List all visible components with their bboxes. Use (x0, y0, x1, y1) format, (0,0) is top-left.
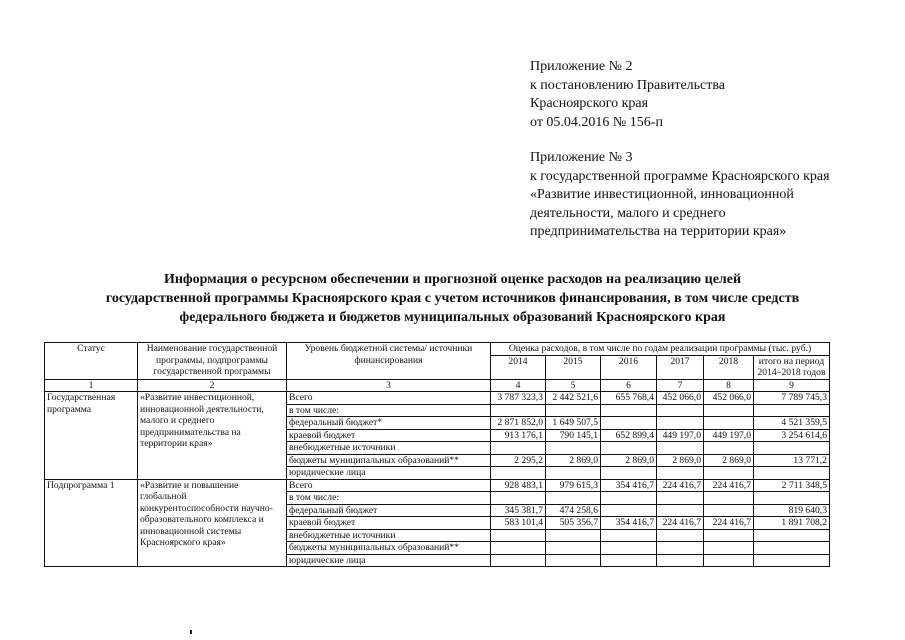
year-value-cell (546, 529, 601, 542)
year-value-cell (657, 542, 704, 555)
year-value-cell: 913 176,1 (491, 429, 546, 442)
year-value-cell: 474 258,6 (546, 504, 601, 517)
year-value-cell (601, 504, 657, 517)
year-value-cell: 3 787 323,3 (491, 392, 546, 405)
year-value-cell: 505 356,7 (546, 517, 601, 530)
column-number-cell: 8 (704, 379, 754, 392)
year-value-cell: 224 416,7 (704, 479, 754, 492)
year-value-cell: 354 416,7 (601, 479, 657, 492)
appendix-3-line: к государственной программе Красноярского края (530, 168, 830, 184)
total-value-cell (754, 492, 830, 505)
year-value-cell: 452 066,0 (657, 392, 704, 405)
year-value-cell (491, 492, 546, 505)
budget-level-cell: краевой бюджет (287, 429, 491, 442)
year-value-cell (601, 554, 657, 567)
column-number-cell: 1 (45, 379, 138, 392)
year-value-cell: 354 416,7 (601, 517, 657, 530)
header-status: Статус (45, 343, 138, 380)
header-year: 2014 (491, 355, 546, 379)
year-value-cell (657, 554, 704, 567)
appendix-2-line: к постановлению Правительства (530, 77, 726, 93)
program-name-cell: «Развитие и повышение глобальной конкурентоспособности научно-образовательного комплекса и инновационной системы Красноярского края» (138, 479, 287, 567)
year-value-cell (704, 442, 754, 455)
year-value-cell (657, 492, 704, 505)
total-value-cell: 3 254 614,6 (754, 429, 830, 442)
year-value-cell (601, 492, 657, 505)
budget-level-cell: в том числе: (287, 492, 491, 505)
appendix-2-line: Приложение № 2 (530, 59, 633, 74)
column-number-cell: 2 (138, 379, 287, 392)
year-value-cell (704, 404, 754, 417)
year-value-cell (491, 467, 546, 480)
budget-level-cell: Всего (287, 479, 491, 492)
year-value-cell: 928 483,1 (491, 479, 546, 492)
total-value-cell: 4 521 359,5 (754, 417, 830, 430)
year-value-cell: 2 869,0 (704, 454, 754, 467)
year-value-cell (491, 554, 546, 567)
budget-level-cell: юридические лица (287, 467, 491, 480)
budget-level-cell: в том числе: (287, 404, 491, 417)
total-value-cell: 7 789 745,3 (754, 392, 830, 405)
year-value-cell (491, 529, 546, 542)
header-program-name: Наименование государственной программы, подпрограммы государственной программы (138, 343, 287, 380)
total-value-cell (754, 442, 830, 455)
budget-level-cell: внебюджетные источники (287, 442, 491, 455)
year-value-cell: 652 899,4 (601, 429, 657, 442)
budget-level-cell: юридические лица (287, 554, 491, 567)
year-value-cell: 449 197,0 (657, 429, 704, 442)
year-value-cell: 345 381,7 (491, 504, 546, 517)
year-value-cell: 2 442 521,6 (546, 392, 601, 405)
year-value-cell: 2 869,0 (601, 454, 657, 467)
column-number-cell: 7 (657, 379, 704, 392)
appendix-3-line: «Развитие инвестиционной, инновационной (530, 187, 794, 202)
total-value-cell (754, 554, 830, 567)
year-value-cell (704, 492, 754, 505)
year-value-cell (491, 442, 546, 455)
year-value-cell (601, 417, 657, 430)
budget-level-cell: федеральный бюджет (287, 504, 491, 517)
budget-level-cell: внебюджетные источники (287, 529, 491, 542)
column-number-cell: 9 (754, 379, 830, 392)
column-number-cell: 3 (287, 379, 491, 392)
appendix-2-block (530, 58, 725, 132)
year-value-cell: 2 869,0 (546, 454, 601, 467)
year-value-cell (657, 504, 704, 517)
year-value-cell: 583 101,4 (491, 517, 546, 530)
header-year: 2015 (546, 355, 601, 379)
year-value-cell (491, 542, 546, 555)
year-value-cell: 2 869,0 (657, 454, 704, 467)
year-value-cell: 224 416,7 (704, 517, 754, 530)
table-row (45, 479, 830, 492)
year-value-cell (657, 442, 704, 455)
column-number-cell: 4 (491, 379, 546, 392)
year-value-cell (491, 404, 546, 417)
year-value-cell (704, 504, 754, 517)
year-value-cell (601, 542, 657, 555)
year-value-cell (657, 467, 704, 480)
table-row (45, 392, 830, 405)
year-value-cell: 224 416,7 (657, 517, 704, 530)
year-value-cell (546, 554, 601, 567)
status-cell: Подпрограмма 1 (45, 479, 138, 567)
total-value-cell (754, 542, 830, 555)
year-value-cell: 2 295,2 (491, 454, 546, 467)
year-value-cell: 655 768,4 (601, 392, 657, 405)
year-value-cell (704, 542, 754, 555)
title-line: федерального бюджета и бюджетов муниципальных образований Красноярского края (179, 310, 726, 325)
year-value-cell (704, 467, 754, 480)
year-value-cell (601, 529, 657, 542)
total-value-cell: 13 771,2 (754, 454, 830, 467)
column-number-cell: 6 (601, 379, 657, 392)
year-value-cell (704, 529, 754, 542)
year-value-cell (546, 404, 601, 417)
year-value-cell (601, 467, 657, 480)
total-value-cell: 819 640,3 (754, 504, 830, 517)
resource-table (44, 342, 830, 567)
year-value-cell (546, 467, 601, 480)
year-value-cell: 979 615,3 (546, 479, 601, 492)
title-line: Информация о ресурсном обеспечении и прогнозной оценке расходов на реализацию целей (163, 272, 742, 287)
year-value-cell (704, 554, 754, 567)
budget-level-cell: бюджеты муниципальных образований** (287, 454, 491, 467)
total-value-cell: 2 711 348,5 (754, 479, 830, 492)
header-year: 2016 (601, 355, 657, 379)
appendix-2-line: Красноярского края (530, 96, 649, 111)
appendix-3-block (530, 149, 830, 242)
total-value-cell (754, 404, 830, 417)
year-value-cell (657, 529, 704, 542)
year-value-cell: 449 197,0 (704, 429, 754, 442)
appendix-3-line: деятельности, малого и среднего (530, 205, 726, 221)
status-cell: Государственная программа (45, 392, 138, 480)
year-value-cell: 1 649 507,5 (546, 417, 601, 430)
appendix-3-line: Приложение № 3 (530, 150, 633, 165)
year-value-cell (601, 404, 657, 417)
budget-level-cell: Всего (287, 392, 491, 405)
year-value-cell (601, 442, 657, 455)
header-year: 2017 (657, 355, 704, 379)
budget-level-cell: федеральный бюджет* (287, 417, 491, 430)
header-estimate: Оценка расходов, в том числе по годам реализации программы (тыс. руб.) (491, 343, 830, 356)
total-value-cell: 1 891 708,2 (754, 517, 830, 530)
year-value-cell: 224 416,7 (657, 479, 704, 492)
program-name-cell: «Развитие инвестиционной, инновационной деятельности, малого и среднего предпринимательства на территории края» (138, 392, 287, 480)
year-value-cell: 2 871 852,0 (491, 417, 546, 430)
header-total: итого на период 2014–2018 годов (754, 355, 830, 379)
column-number-row (45, 379, 830, 392)
scan-mark (190, 630, 192, 634)
document-title (40, 270, 865, 327)
year-value-cell (546, 442, 601, 455)
year-value-cell (546, 542, 601, 555)
year-value-cell (704, 417, 754, 430)
year-value-cell (546, 492, 601, 505)
total-value-cell (754, 467, 830, 480)
header-budget-level: Уровень бюджетной системы/ источники финансирования (287, 343, 491, 380)
appendix-2-line: от 05.04.2016 № 156-п (530, 114, 663, 130)
year-value-cell: 452 066,0 (704, 392, 754, 405)
appendix-3-line: предпринимательства на территории края» (530, 224, 787, 239)
year-value-cell (657, 417, 704, 430)
year-value-cell: 790 145,1 (546, 429, 601, 442)
total-value-cell (754, 529, 830, 542)
budget-level-cell: бюджеты муниципальных образований** (287, 542, 491, 555)
title-line: государственной программы Красноярского края с учетом источников финансирования, в том числе средств (105, 291, 800, 306)
column-number-cell: 5 (546, 379, 601, 392)
year-value-cell (657, 404, 704, 417)
header-year: 2018 (704, 355, 754, 379)
budget-level-cell: краевой бюджет (287, 517, 491, 530)
